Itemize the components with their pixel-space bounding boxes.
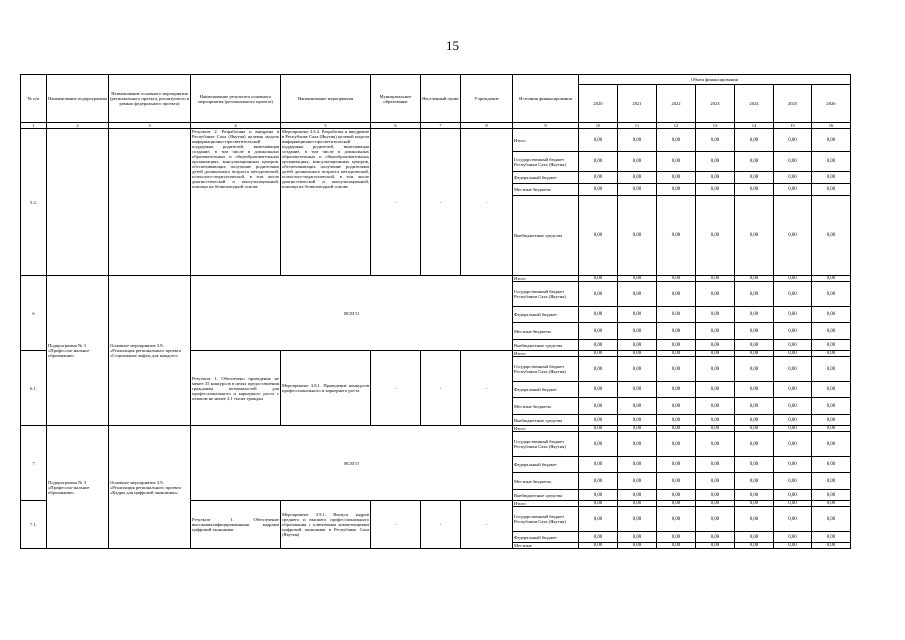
amount-cell: 0,00: [618, 129, 657, 152]
amount-cell: 0,00: [696, 426, 735, 432]
amount-cell: 0,00: [618, 490, 657, 501]
amount-cell: 0,00: [735, 340, 774, 351]
amount-cell: 0,00: [735, 184, 774, 196]
amount-cell: 0,00: [735, 172, 774, 184]
amount-cell: 0,00: [696, 152, 735, 172]
amount-cell: 0,00: [618, 426, 657, 432]
source-cell: Государственный бюджет Республики Саха (Якутия): [513, 152, 579, 172]
amount-cell: 0,00: [696, 532, 735, 543]
amount-cell: 0,00: [812, 357, 851, 382]
column-index: 5: [281, 123, 371, 129]
amount-cell: 0,00: [657, 543, 696, 549]
amount-cell: 0,00: [657, 382, 696, 398]
amount-cell: 0,00: [579, 415, 618, 426]
source-cell: Местные бюджеты: [513, 323, 579, 340]
amount-cell: 0,00: [735, 129, 774, 152]
header-settlement: Населенный пункт: [421, 75, 461, 123]
amount-cell: 0,00: [735, 351, 774, 357]
amount-cell: 0,00: [657, 490, 696, 501]
amount-cell: 0,00: [657, 129, 696, 152]
amount-cell: 0,00: [696, 340, 735, 351]
amount-cell: 0,00: [657, 457, 696, 473]
amount-cell: 0,00: [774, 351, 812, 357]
column-index: 2: [47, 123, 109, 129]
column-index: 6: [371, 123, 421, 129]
amount-cell: 0,00: [812, 382, 851, 398]
column-index: 7: [421, 123, 461, 129]
municipality-cell: -: [371, 129, 421, 276]
header-row: [21, 75, 851, 85]
settlement-cell: -: [421, 351, 461, 426]
source-cell: Федеральный бюджет: [513, 382, 579, 398]
amount-cell: 0,00: [657, 323, 696, 340]
amount-cell: 0,00: [696, 129, 735, 152]
amount-cell: 0,00: [696, 382, 735, 398]
amount-cell: 0,00: [774, 340, 812, 351]
amount-cell: 0,00: [618, 507, 657, 532]
amount-cell: 0,00: [579, 501, 618, 507]
amount-cell: 0,00: [735, 357, 774, 382]
amount-cell: 0,00: [812, 507, 851, 532]
amount-cell: 0,00: [812, 307, 851, 323]
amount-cell: 0,00: [579, 473, 618, 490]
amount-cell: 0,00: [735, 307, 774, 323]
amount-cell: 0,00: [579, 276, 618, 282]
amount-cell: 0,00: [774, 398, 812, 415]
amount-cell: 0,00: [618, 323, 657, 340]
amount-cell: 0,00: [657, 351, 696, 357]
total-label: ВСЕГО: [191, 276, 513, 351]
amount-cell: 0,00: [657, 501, 696, 507]
municipality-cell: -: [371, 501, 421, 549]
institution-cell: -: [461, 501, 513, 549]
source-cell: Итого: [513, 351, 579, 357]
amount-cell: 0,00: [812, 129, 851, 152]
amount-cell: 0,00: [774, 426, 812, 432]
amount-cell: 0,00: [618, 543, 657, 549]
amount-cell: 0,00: [579, 172, 618, 184]
amount-cell: 0,00: [696, 276, 735, 282]
amount-cell: 0,00: [696, 507, 735, 532]
amount-cell: 0,00: [735, 382, 774, 398]
amount-cell: 0,00: [696, 282, 735, 307]
amount-cell: 0,00: [774, 432, 812, 457]
source-cell: Местные бюджеты: [513, 184, 579, 196]
amount-cell: 0,00: [579, 507, 618, 532]
amount-cell: 0,00: [735, 473, 774, 490]
amount-cell: 0,00: [735, 426, 774, 432]
amount-cell: 0,00: [696, 172, 735, 184]
amount-cell: 0,00: [618, 501, 657, 507]
amount-cell: 0,00: [735, 432, 774, 457]
source-cell: Внебюджетные средства: [513, 340, 579, 351]
amount-cell: 0,00: [579, 340, 618, 351]
amount-cell: 0,00: [812, 276, 851, 282]
amount-cell: 0,00: [579, 457, 618, 473]
amount-cell: 0,00: [579, 196, 618, 276]
header-year: 2025: [774, 85, 812, 123]
amount-cell: 0,00: [735, 398, 774, 415]
row-number: 7: [21, 426, 47, 501]
amount-cell: 0,00: [657, 357, 696, 382]
amount-cell: 0,00: [812, 457, 851, 473]
column-index: 14: [735, 123, 774, 129]
amount-cell: 0,00: [735, 490, 774, 501]
amount-cell: 0,00: [774, 382, 812, 398]
event-cell: Мероприятие 3.9.1. Выпуск кадров среднего и высшего профессионального образования с ключевыми компетенциями цифровой экономики в Республике Саха (Якутия): [281, 501, 371, 549]
amount-cell: 0,00: [774, 415, 812, 426]
amount-cell: 0,00: [696, 490, 735, 501]
amount-cell: 0,00: [579, 152, 618, 172]
amount-cell: 0,00: [774, 473, 812, 490]
header-event: Наименование мероприятия: [281, 75, 371, 123]
header-institution: Учреждение: [461, 75, 513, 123]
source-cell: Внебюджетные средства: [513, 415, 579, 426]
amount-cell: 0,00: [774, 196, 812, 276]
amount-cell: 0,00: [735, 323, 774, 340]
header-municipality: Муниципальное образование: [371, 75, 421, 123]
amount-cell: 0,00: [812, 532, 851, 543]
amount-cell: 0,00: [774, 357, 812, 382]
amount-cell: 0,00: [696, 432, 735, 457]
source-cell: Итого: [513, 129, 579, 152]
amount-cell: 0,00: [696, 473, 735, 490]
amount-cell: 0,00: [579, 398, 618, 415]
header-sources: Источник финансирования: [513, 75, 579, 123]
financing-table-container: [20, 74, 850, 607]
amount-cell: 0,00: [812, 184, 851, 196]
header-program: Наименование подпрограммы: [47, 75, 109, 123]
amount-cell: 0,00: [812, 473, 851, 490]
amount-cell: 0,00: [735, 457, 774, 473]
source-cell: Местные бюджеты: [513, 473, 579, 490]
amount-cell: 0,00: [812, 415, 851, 426]
column-index: 16: [812, 123, 851, 129]
amount-cell: 0,00: [657, 473, 696, 490]
main-event-cell: Основное мероприятие 3.9. «Реализация регионального проекта «Кадры для цифровой экономики»: [109, 426, 191, 549]
amount-cell: 0,00: [618, 172, 657, 184]
amount-cell: 0,00: [657, 532, 696, 543]
amount-cell: 0,00: [774, 507, 812, 532]
header-result: Наименование результата основного мероприятия (регионального проекта): [191, 75, 281, 123]
amount-cell: 0,00: [657, 507, 696, 532]
amount-cell: 0,00: [618, 351, 657, 357]
amount-cell: 0,00: [812, 490, 851, 501]
amount-cell: 0,00: [735, 415, 774, 426]
source-cell: Государственный бюджет Республики Саха (Якутия): [513, 357, 579, 382]
amount-cell: 0,00: [618, 473, 657, 490]
amount-cell: 0,00: [657, 196, 696, 276]
amount-cell: 0,00: [618, 184, 657, 196]
source-cell: Итого: [513, 276, 579, 282]
program-cell: Подпрограмма № 3 «Профессио-нальное образование»: [47, 276, 109, 426]
column-index: 1: [21, 123, 47, 129]
amount-cell: 0,00: [774, 323, 812, 340]
amount-cell: 0,00: [812, 432, 851, 457]
amount-cell: 0,00: [657, 307, 696, 323]
source-cell: Федеральный бюджет: [513, 532, 579, 543]
amount-cell: 0,00: [657, 152, 696, 172]
amount-cell: 0,00: [774, 490, 812, 501]
source-cell: Федеральный бюджет: [513, 457, 579, 473]
row-number: 6: [21, 276, 47, 351]
source-cell: Местные бюджеты: [513, 398, 579, 415]
result-cell: Результат 1. Обеспечено проведение не менее 35 конкурсов в целях предоставления гражданам возможностей для профессионального и карьерного роста с охватом не менее 3,1 тысяч граждан: [191, 351, 281, 426]
source-cell: Внебюджетные средства: [513, 196, 579, 276]
amount-cell: 0,00: [812, 351, 851, 357]
institution-cell: -: [461, 351, 513, 426]
amount-cell: 0,00: [774, 282, 812, 307]
amount-cell: 0,00: [657, 432, 696, 457]
amount-cell: 0,00: [812, 196, 851, 276]
amount-cell: 0,00: [735, 507, 774, 532]
amount-cell: 0,00: [579, 129, 618, 152]
amount-cell: 0,00: [812, 152, 851, 172]
amount-cell: 0,00: [657, 282, 696, 307]
amount-cell: 0,00: [696, 415, 735, 426]
amount-cell: 0,00: [618, 457, 657, 473]
amount-cell: 0,00: [735, 532, 774, 543]
amount-cell: 0,00: [579, 184, 618, 196]
amount-cell: 0,00: [774, 501, 812, 507]
amount-cell: 0,00: [579, 323, 618, 340]
settlement-cell: -: [421, 129, 461, 276]
header-year: 2020: [579, 85, 618, 123]
amount-cell: 0,00: [579, 532, 618, 543]
amount-cell: 0,00: [657, 426, 696, 432]
program-cell: Подпрограмма № 3 «Профессио-нальное образование»: [47, 426, 109, 549]
column-index: 12: [657, 123, 696, 129]
amount-cell: 0,00: [774, 184, 812, 196]
main-event-cell: Основное мероприятие 3.8. «Реализация регионального проекта «Социальные лифты для каждого»: [109, 276, 191, 426]
amount-cell: 0,00: [696, 323, 735, 340]
result-cell: Результат 2. Разработана и внедрена в Республике Саха (Якутия) целевая модель информационно-просветительской поддержки родителей, включающая создание, в том числе в дошкольных образовательных и общеобразовательных организациях, консультационных центров, обеспечивающих получение родителями детей дошкольного возраста методической, психолого-педагогической, в том числе диагностической и консультационной, помощи на безвозмездной основе: [191, 129, 281, 276]
column-index: 4: [191, 123, 281, 129]
header-year: 2026: [812, 85, 851, 123]
amount-cell: 0,00: [579, 307, 618, 323]
amount-cell: 0,00: [735, 196, 774, 276]
row-number: 7.1.: [21, 501, 47, 549]
column-index: 11: [618, 123, 657, 129]
source-cell: Внебюджетные средства: [513, 490, 579, 501]
amount-cell: 0,00: [812, 398, 851, 415]
source-cell: Итого: [513, 501, 579, 507]
result-cell: Результат 1. Обеспечение высококвалифицированными кадрами цифровой экономики: [191, 501, 281, 549]
amount-cell: 0,00: [618, 196, 657, 276]
amount-cell: 0,00: [579, 432, 618, 457]
header-funding: Объем финансирования: [579, 75, 851, 85]
column-index: 10: [579, 123, 618, 129]
amount-cell: 0,00: [657, 184, 696, 196]
amount-cell: 0,00: [812, 426, 851, 432]
header-year: 2022: [657, 85, 696, 123]
municipality-cell: -: [371, 351, 421, 426]
source-cell: Федеральный бюджет: [513, 307, 579, 323]
amount-cell: 0,00: [618, 382, 657, 398]
amount-cell: 0,00: [618, 152, 657, 172]
header-year: 2023: [696, 85, 735, 123]
amount-cell: 0,00: [812, 340, 851, 351]
amount-cell: 0,00: [696, 184, 735, 196]
amount-cell: 0,00: [735, 276, 774, 282]
amount-cell: 0,00: [579, 282, 618, 307]
amount-cell: 0,00: [696, 196, 735, 276]
source-cell: Государственный бюджет Республики Саха (Якутия): [513, 507, 579, 532]
source-cell: Местные: [513, 543, 579, 549]
amount-cell: 0,00: [812, 282, 851, 307]
total-label: ВСЕГО: [191, 426, 513, 501]
amount-cell: 0,00: [735, 501, 774, 507]
header-year: 2021: [618, 85, 657, 123]
header-year: 2024: [735, 85, 774, 123]
amount-cell: 0,00: [696, 543, 735, 549]
table-row: [21, 129, 851, 152]
amount-cell: 0,00: [696, 351, 735, 357]
amount-cell: 0,00: [579, 426, 618, 432]
amount-cell: 0,00: [696, 398, 735, 415]
source-cell: Государственный бюджет Республики Саха (Якутия): [513, 432, 579, 457]
main-event-cell: [109, 129, 191, 276]
amount-cell: 0,00: [696, 457, 735, 473]
column-index: 8: [461, 123, 513, 129]
amount-cell: 0,00: [618, 282, 657, 307]
amount-cell: 0,00: [774, 172, 812, 184]
amount-cell: 0,00: [812, 543, 851, 549]
amount-cell: 0,00: [618, 415, 657, 426]
amount-cell: 0,00: [618, 340, 657, 351]
header-num: № п/п: [21, 75, 47, 123]
amount-cell: 0,00: [774, 457, 812, 473]
amount-cell: 0,00: [579, 351, 618, 357]
amount-cell: 0,00: [579, 357, 618, 382]
amount-cell: 0,00: [812, 172, 851, 184]
amount-cell: 0,00: [657, 415, 696, 426]
event-cell: Мероприятие 2.6.2. Разработка и внедрение в Республике Саха (Якутия) целевой модели информационно-просветительской поддержки родителей, включающая создание, в том числе в дошкольных образовательных и общеобразовательных организациях, консультационных центров, обеспечивающих получение родителями детей дошкольного возраста методической, психолого-педагогической, в том числе диагностической и консультационной, помощи на безвозмездной основе: [281, 129, 371, 276]
amount-cell: 0,00: [735, 152, 774, 172]
amount-cell: 0,00: [812, 501, 851, 507]
source-cell: Государственный бюджет Республики Саха (Якутия): [513, 282, 579, 307]
column-index: 3: [109, 123, 191, 129]
amount-cell: 0,00: [774, 532, 812, 543]
amount-cell: 0,00: [774, 543, 812, 549]
program-cell: [47, 129, 109, 276]
row-number: 6.1.: [21, 351, 47, 426]
amount-cell: 0,00: [735, 282, 774, 307]
column-index: 15: [774, 123, 812, 129]
institution-cell: -: [461, 129, 513, 276]
amount-cell: 0,00: [618, 357, 657, 382]
amount-cell: 0,00: [618, 398, 657, 415]
amount-cell: 0,00: [735, 543, 774, 549]
amount-cell: 0,00: [774, 307, 812, 323]
amount-cell: 0,00: [657, 340, 696, 351]
page-number: 15: [446, 38, 459, 53]
amount-cell: 0,00: [618, 432, 657, 457]
amount-cell: 0,00: [657, 276, 696, 282]
header-main-event: Наименование основного мероприятия (регионального проекта, реализуемого в рамках федерального проекта): [109, 75, 191, 123]
settlement-cell: -: [421, 501, 461, 549]
event-cell: Мероприятие 3.8.1. Проведение конкурсов профессионального и карьерного роста: [281, 351, 371, 426]
amount-cell: 0,00: [696, 501, 735, 507]
source-cell: Федеральный бюджет: [513, 172, 579, 184]
source-cell: Итого: [513, 426, 579, 432]
column-index: 13: [696, 123, 735, 129]
amount-cell: 0,00: [774, 276, 812, 282]
amount-cell: 0,00: [579, 543, 618, 549]
row-number: 5.2.: [21, 129, 47, 276]
amount-cell: 0,00: [812, 323, 851, 340]
amount-cell: 0,00: [657, 172, 696, 184]
column-index: 9: [513, 123, 579, 129]
amount-cell: 0,00: [618, 307, 657, 323]
amount-cell: 0,00: [774, 152, 812, 172]
financing-table: [20, 74, 851, 549]
amount-cell: 0,00: [618, 532, 657, 543]
amount-cell: 0,00: [696, 307, 735, 323]
amount-cell: 0,00: [579, 382, 618, 398]
amount-cell: 0,00: [579, 490, 618, 501]
amount-cell: 0,00: [696, 357, 735, 382]
amount-cell: 0,00: [618, 276, 657, 282]
amount-cell: 0,00: [774, 129, 812, 152]
amount-cell: 0,00: [657, 398, 696, 415]
